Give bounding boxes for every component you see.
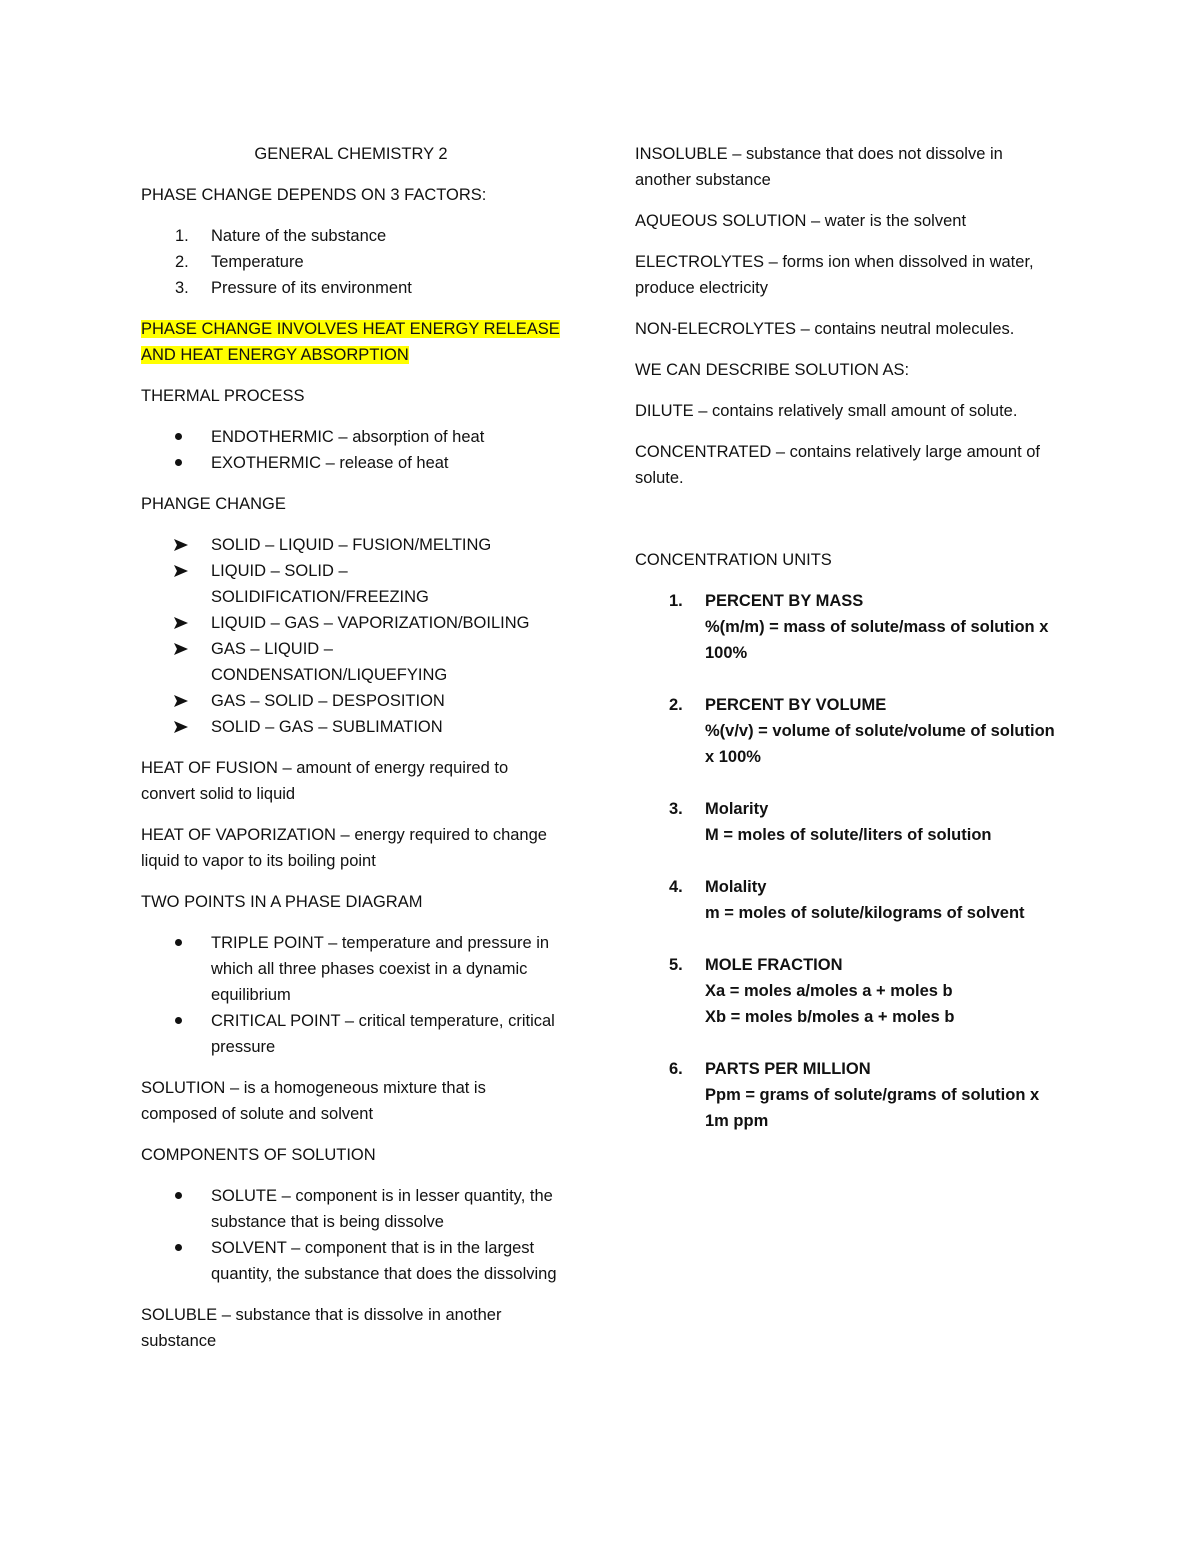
term: AQUEOUS SOLUTION — [635, 212, 807, 230]
dilute-definition — [635, 398, 1060, 424]
list-number: 2. — [669, 696, 683, 714]
list-item — [635, 796, 1060, 848]
factors-list — [141, 223, 561, 301]
arrow-bullet-icon — [174, 721, 188, 733]
bullet-icon — [175, 1244, 182, 1251]
list-item — [141, 1183, 561, 1235]
blank-line — [635, 506, 1060, 547]
definition: – amount of energy required to convert solid to liquid — [141, 759, 509, 803]
list-item — [141, 636, 561, 688]
unit-formula-2: Xb = moles b/moles a + moles b — [705, 1008, 955, 1026]
term: NON-ELECROLYTES — [635, 320, 797, 338]
phase-list — [141, 532, 561, 740]
unit-name: PERCENT BY MASS — [705, 592, 864, 610]
term: SOLVENT — [211, 1239, 287, 1257]
thermal-list — [141, 424, 561, 476]
definition: – energy required to change liquid to vapor to its boiling point — [141, 826, 547, 870]
components-list — [141, 1183, 561, 1287]
phase-text: GAS – SOLID – DESPOSITION — [211, 692, 445, 710]
list-item — [141, 532, 561, 558]
term: TRIPLE POINT — [211, 934, 324, 952]
left-column — [141, 141, 561, 1369]
definition: – release of heat — [321, 454, 449, 472]
components-heading: COMPONENTS OF SOLUTION — [141, 1146, 376, 1164]
arrow-bullet-icon — [174, 565, 188, 577]
aqueous-definition — [635, 208, 1060, 234]
definition: – temperature and pressure in which all three phases coexist in a dynamic equilibrium — [211, 934, 550, 1004]
electrolytes-definition — [635, 249, 1060, 301]
phase-text: SOLID – GAS – SUBLIMATION — [211, 718, 443, 736]
bullet-icon — [175, 459, 182, 466]
definition: – absorption of heat — [333, 428, 485, 446]
list-item — [141, 424, 561, 450]
insoluble-definition — [635, 141, 1060, 193]
unit-formula: M = moles of solute/liters of solution — [705, 826, 992, 844]
list-number: 1. — [175, 227, 189, 245]
definition: – substance that does not dissolve in another substance — [635, 145, 1003, 189]
list-number: 1. — [669, 592, 683, 610]
list-item — [141, 1008, 561, 1060]
definition: – forms ion when dissolved in water, produce electricity — [635, 253, 1034, 297]
definition: – component is in lesser quantity, the substance that is being dissolve — [211, 1187, 553, 1231]
list-item — [141, 930, 561, 1008]
highlight-note — [141, 316, 561, 368]
definition: – substance that is dissolve in another substance — [141, 1306, 502, 1350]
describe-heading: WE CAN DESCRIBE SOLUTION AS: — [635, 361, 910, 379]
unit-name: Molarity — [705, 800, 769, 818]
units-heading: CONCENTRATION UNITS — [635, 551, 832, 569]
term: HEAT OF FUSION — [141, 759, 278, 777]
term: SOLUTE — [211, 1187, 278, 1205]
list-item — [141, 714, 561, 740]
bullet-icon — [175, 1192, 182, 1199]
list-item — [635, 588, 1060, 666]
term: HEAT OF VAPORIZATION — [141, 826, 336, 844]
list-item — [635, 1056, 1060, 1134]
concentrated-definition — [635, 439, 1060, 491]
unit-name: MOLE FRACTION — [705, 956, 843, 974]
arrow-bullet-icon — [174, 695, 188, 707]
soluble-definition — [141, 1302, 561, 1354]
points-heading: TWO POINTS IN A PHASE DIAGRAM — [141, 893, 423, 911]
heat-of-vaporization — [141, 822, 561, 874]
page-title: GENERAL CHEMISTRY 2 — [254, 145, 448, 163]
list-item — [141, 223, 561, 249]
bullet-icon — [175, 433, 182, 440]
unit-name: Molality — [705, 878, 767, 896]
heat-of-fusion — [141, 755, 561, 807]
definition: – critical temperature, critical pressure — [211, 1012, 555, 1056]
factor-text: Nature of the substance — [211, 227, 387, 245]
non-electrolytes-definition — [635, 316, 1060, 342]
highlighted-text: PHASE CHANGE INVOLVES HEAT ENERGY RELEASE AND HEAT ENERGY ABSORPTION — [141, 320, 560, 364]
list-item — [141, 558, 561, 610]
phase-text: SOLID – LIQUID – FUSION/MELTING — [211, 536, 492, 554]
definition: – water is the solvent — [806, 212, 967, 230]
arrow-bullet-icon — [174, 643, 188, 655]
factors-heading: PHASE CHANGE DEPENDS ON 3 FACTORS: — [141, 186, 487, 204]
unit-name: PARTS PER MILLION — [705, 1060, 871, 1078]
list-number: 4. — [669, 878, 683, 896]
bullet-icon — [175, 1017, 182, 1024]
arrow-bullet-icon — [174, 539, 188, 551]
list-item — [635, 692, 1060, 770]
definition: – is a homogeneous mixture that is composed of solute and solvent — [141, 1079, 486, 1123]
bullet-icon — [175, 939, 182, 946]
list-item — [141, 249, 561, 275]
list-item — [635, 952, 1060, 1030]
phase-heading: PHANGE CHANGE — [141, 495, 286, 513]
unit-formula: Xa = moles a/moles a + moles b — [705, 982, 953, 1000]
right-column — [635, 141, 1060, 1149]
definition: – component that is in the largest quantity, the substance that does the dissolving — [211, 1239, 557, 1283]
phase-text: GAS – LIQUID – CONDENSATION/LIQUEFYING — [211, 640, 448, 684]
term: EXOTHERMIC — [211, 454, 322, 472]
list-number: 3. — [669, 800, 683, 818]
factor-text: Pressure of its environment — [211, 279, 412, 297]
factor-text: Temperature — [211, 253, 304, 271]
term: DILUTE — [635, 402, 694, 420]
unit-formula: m = moles of solute/kilograms of solvent — [705, 904, 1025, 922]
points-list — [141, 930, 561, 1060]
phase-text: LIQUID – GAS – VAPORIZATION/BOILING — [211, 614, 530, 632]
term: SOLUBLE — [141, 1306, 218, 1324]
unit-formula: %(v/v) = volume of solute/volume of solution x 100% — [705, 722, 1055, 766]
thermal-heading: THERMAL PROCESS — [141, 387, 305, 405]
list-item — [141, 688, 561, 714]
units-list — [635, 588, 1060, 1134]
list-number: 2. — [175, 253, 189, 271]
list-number: 6. — [669, 1060, 683, 1078]
list-item — [141, 1235, 561, 1287]
definition: – contains relatively small amount of solute. — [693, 402, 1018, 420]
list-item — [141, 275, 561, 301]
unit-formula: %(m/m) = mass of solute/mass of solution x 100% — [705, 618, 1049, 662]
list-number: 3. — [175, 279, 189, 297]
term: CONCENTRATED — [635, 443, 772, 461]
solution-definition — [141, 1075, 561, 1127]
unit-name: PERCENT BY VOLUME — [705, 696, 887, 714]
list-item — [635, 874, 1060, 926]
definition: – contains relatively large amount of solute. — [635, 443, 1041, 487]
term: INSOLUBLE — [635, 145, 728, 163]
term: ENDOTHERMIC — [211, 428, 334, 446]
term: CRITICAL POINT — [211, 1012, 341, 1030]
list-item — [141, 610, 561, 636]
list-number: 5. — [669, 956, 683, 974]
phase-text: LIQUID – SOLID – SOLIDIFICATION/FREEZING — [211, 562, 429, 606]
unit-formula: Ppm = grams of solute/grams of solution x 1m ppm — [705, 1086, 1040, 1130]
definition: – contains neutral molecules. — [796, 320, 1015, 338]
term: SOLUTION — [141, 1079, 226, 1097]
term: ELECTROLYTES — [635, 253, 764, 271]
list-item — [141, 450, 561, 476]
arrow-bullet-icon — [174, 617, 188, 629]
